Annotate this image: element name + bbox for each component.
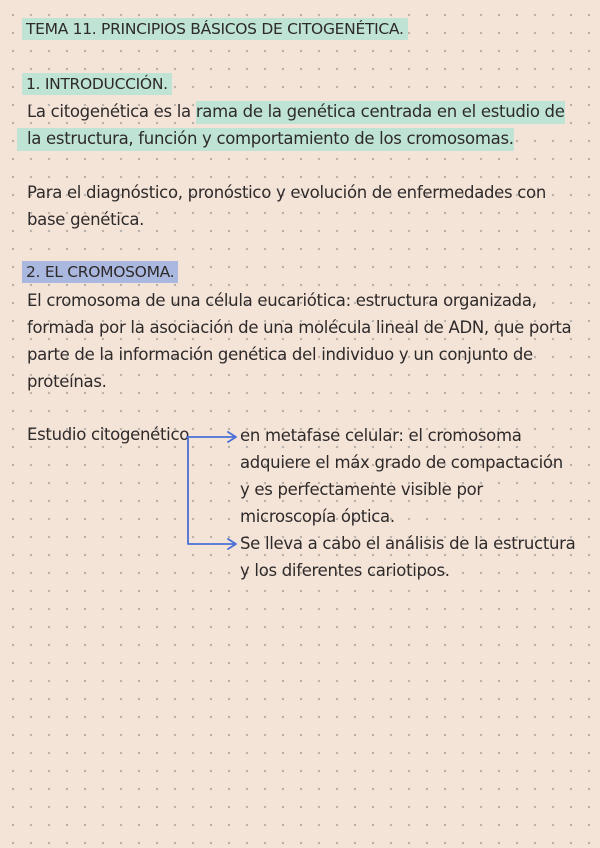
branch-connector [188,437,235,544]
diagram-root-label: Estudio citogenético [27,425,190,444]
paragraph-line: base genética. [27,210,145,229]
paragraph-line: formada por la asociación de una molécula lineal de ADN, que porta [27,318,572,337]
branch-line: Se lleva a cabo el análisis de la estructura [240,534,576,553]
page-title-text: TEMA 11. PRINCIPIOS BÁSICOS DE CITOGENÉTICA. [22,18,408,40]
branch-line: y es perfectamente visible por [240,480,483,499]
paragraph-line: proteínas. [27,372,107,391]
branch-line: adquiere el máx grado de compactación [240,453,563,472]
branch-1-text [240,422,590,530]
paragraph-line: El cromosoma de una célula eucariótica: estructura organizada, [27,291,537,310]
branch-line: en metafase celular: el cromosoma [240,426,522,445]
paragraph-line: parte de la información genética del individuo y un conjunto de [27,345,533,364]
highlighted-text: la estructura, función y comportamiento de los cromosomas. [17,128,514,151]
highlighted-text: rama de la genética centrada en el estudio de [196,101,565,124]
branch-2-text [240,530,590,584]
section-2-heading-text: 2. EL CROMOSOMA. [22,261,178,283]
branch-line: microscopía óptica. [240,507,395,526]
plain-text: La citogenética es la [27,102,196,121]
section-1-heading-text: 1. INTRODUCCIÓN. [22,73,172,95]
branch-line: y los diferentes cariotipos. [240,561,450,580]
paragraph-line: Para el diagnóstico, pronóstico y evolución de enfermedades con [27,183,546,202]
